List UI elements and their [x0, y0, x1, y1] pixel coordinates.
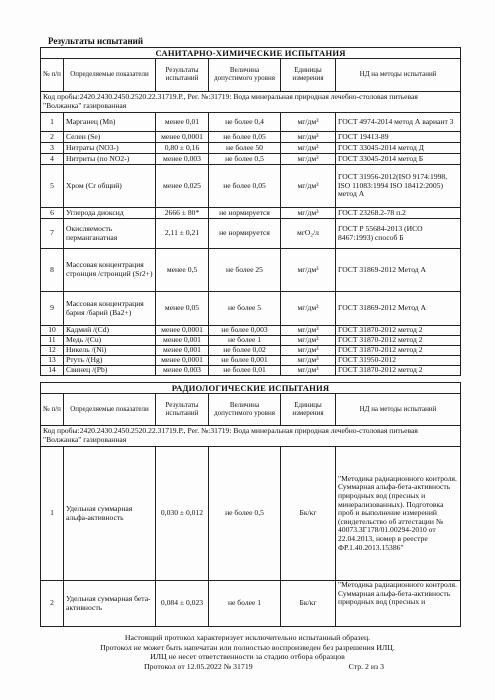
row-unit: мг/дм³	[281, 132, 336, 143]
table-row	[41, 581, 461, 627]
row-number: 4	[41, 154, 64, 165]
row-number: 6	[41, 208, 64, 219]
sample-code: Код пробы:2420.2430.2450.2520.22.31719.Р., Рег. №:31719: Вода минеральная природная лечебно-столовая питьевая "Волжанка" газированная	[41, 92, 461, 113]
row-unit: мг/дм³	[281, 154, 336, 165]
col-header-indicator: Определяемые показатели	[64, 394, 156, 426]
row-result: менее 0,0001	[156, 326, 209, 336]
row-indicator: Окисляемость перманганатная	[64, 219, 156, 249]
radiological-table	[40, 382, 461, 627]
row-method: ГОСТ 31870-2012 метод 2	[336, 366, 461, 376]
protocol-number: Протокол от 12.05.2022 № 31719	[144, 662, 253, 671]
row-result: менее 0,025	[156, 165, 209, 208]
col-header-result: Результаты испытаний	[156, 59, 209, 92]
row-number: 1	[41, 447, 64, 581]
row-indicator: Никель /(Ni)	[64, 346, 156, 356]
table-row	[41, 356, 461, 366]
row-limit: не нормируется	[209, 208, 281, 219]
row-result: менее 0,0001	[156, 132, 209, 143]
row-method: "Методика радиационного контроля. Суммарная альфа-бета-активность природных вод (пресных и минерализованных). Подготовка проб и выполнение измерений (свидетельство об аттестации № 40073.3Г178/01.00294-2010 от 22.04.2013, номер в реестре ФР.1.40.2013.15386"	[336, 447, 461, 581]
row-unit: мгО₂/л	[281, 219, 336, 249]
col-header-indicator: Определяемые показатели	[64, 59, 156, 92]
row-number: 2	[41, 581, 64, 627]
row-method: ГОСТ Р 55684-2013 (ИСО 8467:1993) способ Б	[336, 219, 461, 249]
row-unit: мг/дм³	[281, 346, 336, 356]
row-method: ГОСТ 31956-2012(ISO 9174:1998, ISO 11083:1994 ISO 18412:2005) метод А	[336, 165, 461, 208]
col-header-unit: Единицы измерения	[281, 394, 336, 426]
table-row	[41, 132, 461, 143]
row-number: 10	[41, 326, 64, 336]
col-header-number: № п/п	[41, 394, 64, 426]
row-method: ГОСТ 33045-2014 метод Б	[336, 154, 461, 165]
table-row	[41, 447, 461, 581]
row-result: 2666 ± 80*	[156, 208, 209, 219]
row-indicator: Селен (Se)	[64, 132, 156, 143]
row-indicator: Свинец /(Pb)	[64, 366, 156, 376]
row-limit: не более 0,4	[209, 113, 281, 132]
row-unit: Бк/кг	[281, 447, 336, 581]
col-header-limit: Величина допустимого уровня	[209, 394, 281, 426]
row-method: ГОСТ 31950-2012	[336, 356, 461, 366]
row-indicator: Медь /(Cu)	[64, 336, 156, 346]
row-limit: не более 0,05	[209, 165, 281, 208]
page-heading: Результаты испытаний	[48, 36, 144, 46]
table-row	[41, 154, 461, 165]
row-unit: мг/дм³	[281, 208, 336, 219]
row-limit: не более 0,05	[209, 132, 281, 143]
row-limit: не более 5	[209, 292, 281, 326]
page-footer	[0, 633, 495, 662]
row-number: 5	[41, 165, 64, 208]
sample-code: Код пробы:2420.2430.2450.2520.22.31719.Р., Рег. №:31719: Вода минеральная природная лечебно-столовая питьевая "Волжанка" газированная	[41, 426, 461, 447]
row-limit: не более 1	[209, 581, 281, 627]
row-method: ГОСТ 31870-2012 метод 2	[336, 326, 461, 336]
row-unit: мг/дм³	[281, 336, 336, 346]
table-row	[41, 292, 461, 326]
row-limit: не более 0,02	[209, 346, 281, 356]
row-unit: мг/дм³	[281, 292, 336, 326]
table-row	[41, 165, 461, 208]
table-row	[41, 249, 461, 292]
row-indicator: Удельная суммарная бета-активность	[64, 581, 156, 627]
row-method: ГОСТ 33045-2014 метод Д	[336, 143, 461, 154]
row-limit: не более 0,001	[209, 356, 281, 366]
row-method: ГОСТ 31870-2012 метод 2	[336, 336, 461, 346]
row-number: 8	[41, 249, 64, 292]
row-result: 0,084 ± 0,023	[156, 581, 209, 627]
col-header-unit: Единицы измерения	[281, 59, 336, 92]
col-header-method: НД на методы испытаний	[336, 394, 461, 426]
row-indicator: Нитриты (по NO2-)	[64, 154, 156, 165]
row-limit: не более 1	[209, 336, 281, 346]
row-result: менее 0,001	[156, 346, 209, 356]
row-indicator: Массовая концентрация стронция /стронций (Sr2+)	[64, 249, 156, 292]
table-row	[41, 346, 461, 356]
footer-line-3: ИЛЦ не несет ответственности за стадию отбора образцов	[150, 652, 345, 662]
table-row	[41, 143, 461, 154]
row-result: 0,80 ± 0,16	[156, 143, 209, 154]
table-row	[41, 336, 461, 346]
row-limit: не более 0,5	[209, 447, 281, 581]
row-method: "Методика радиационного контроля. Суммарная альфа-бета-активность природных вод (пресных и	[336, 581, 461, 627]
row-number: 12	[41, 346, 64, 356]
row-method: ГОСТ 19413-89	[336, 132, 461, 143]
row-result: менее 0,001	[156, 336, 209, 346]
row-limit: не более 25	[209, 249, 281, 292]
row-indicator: Хром (Cr общий)	[64, 165, 156, 208]
table-row	[41, 366, 461, 376]
section-title-radiological: РАДИОЛОГИЧЕСКИЕ ИСПЫТАНИЯ	[41, 383, 461, 394]
row-indicator: Ртуть /(Hg)	[64, 356, 156, 366]
row-number: 11	[41, 336, 64, 346]
page-number: Стр. 2 из 3	[348, 662, 384, 671]
col-header-number: № п/п	[41, 59, 64, 92]
row-result: менее 0,01	[156, 113, 209, 132]
row-method: ГОСТ 31869-2012 Метод А	[336, 249, 461, 292]
row-limit: не более 0,5	[209, 154, 281, 165]
row-unit: мг/дм³	[281, 165, 336, 208]
row-number: 1	[41, 113, 64, 132]
table-row	[41, 219, 461, 249]
row-method: ГОСТ 31869-2012 Метод А	[336, 292, 461, 326]
row-result: менее 0,5	[156, 249, 209, 292]
row-limit: не более 50	[209, 143, 281, 154]
row-limit: не более 0,003	[209, 326, 281, 336]
row-number: 13	[41, 356, 64, 366]
row-method: ГОСТ 4974-2014 метод А вариант 3	[336, 113, 461, 132]
row-limit: не более 0,01	[209, 366, 281, 376]
table-row	[41, 326, 461, 336]
row-indicator: Кадмий /(Cd)	[64, 326, 156, 336]
row-unit: мг/дм³	[281, 143, 336, 154]
row-number: 14	[41, 366, 64, 376]
row-indicator: Удельная суммарная альфа-активность	[64, 447, 156, 581]
row-result: менее 0,003	[156, 366, 209, 376]
footer-line-1: Настоящий протокол характеризует исключительно испытанный образец.	[124, 633, 371, 642]
row-unit: мг/дм³	[281, 113, 336, 132]
sanitary-chemical-table	[40, 47, 461, 376]
row-number: 9	[41, 292, 64, 326]
row-unit: мг/дм³	[281, 326, 336, 336]
row-unit: мг/дм³	[281, 356, 336, 366]
row-limit: не нормируется	[209, 219, 281, 249]
col-header-result: Результаты испытаний	[156, 394, 209, 426]
footer-protocol-line	[144, 662, 384, 671]
row-indicator: Нитраты (NO3-)	[64, 143, 156, 154]
row-result: 2,11 ± 0,21	[156, 219, 209, 249]
row-result: менее 0,05	[156, 292, 209, 326]
row-unit: Бк/кг	[281, 581, 336, 627]
section-title-sanitary: САНИТАРНО-ХИМИЧЕСКИЕ ИСПЫТАНИЯ	[41, 48, 461, 59]
table-row	[41, 113, 461, 132]
row-method: ГОСТ 23268.2-78 п.2	[336, 208, 461, 219]
row-result: менее 0,0001	[156, 356, 209, 366]
row-indicator: Углерода диоксид	[64, 208, 156, 219]
row-unit: мг/дм³	[281, 249, 336, 292]
row-indicator: Марганец (Mn)	[64, 113, 156, 132]
row-number: 3	[41, 143, 64, 154]
row-result: 0,030 ± 0,012	[156, 447, 209, 581]
table-row	[41, 208, 461, 219]
row-number: 2	[41, 132, 64, 143]
col-header-method: НД на методы испытаний	[336, 59, 461, 92]
row-number: 7	[41, 219, 64, 249]
row-method: ГОСТ 31870-2012 метод 2	[336, 346, 461, 356]
row-result: менее 0,003	[156, 154, 209, 165]
row-unit: мг/дм³	[281, 366, 336, 376]
col-header-limit: Величина допустимого уровня	[209, 59, 281, 92]
row-indicator: Массовая концентрация бария /барий (Ba2+)	[64, 292, 156, 326]
footer-line-2: Протокол не может быть напечатан или полностью воспроизведен без разрешения ИЛЦ.	[100, 642, 395, 652]
